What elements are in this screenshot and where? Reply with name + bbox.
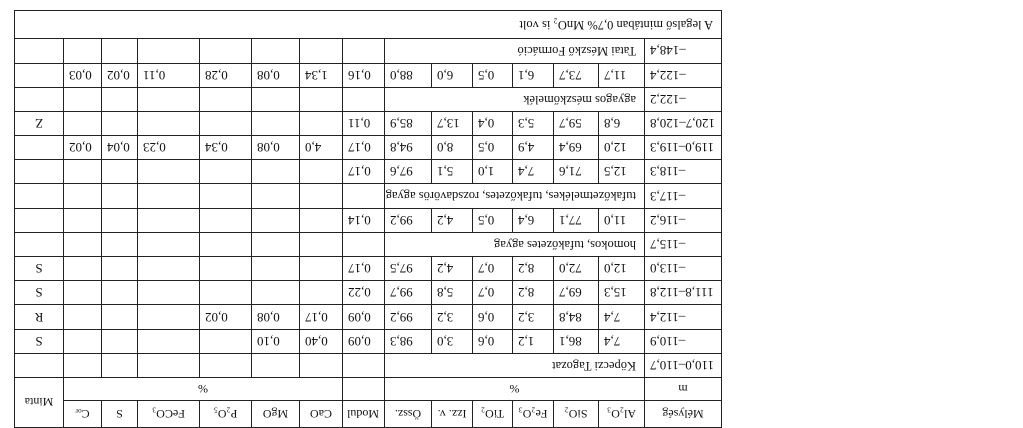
cell-depth: 119,0–119,3 <box>645 136 722 160</box>
cell-fe2o3: 8,2 <box>513 257 554 281</box>
cell-ossz: 98,3 <box>385 329 432 353</box>
cell-al2o3: 12,5 <box>599 160 645 184</box>
cell-sio2: 69,4 <box>554 136 599 160</box>
cell-fe2o3: 7,4 <box>513 160 554 184</box>
cell-tio2: 0,4 <box>473 111 513 135</box>
cell-mgo: 0,08 <box>252 136 300 160</box>
cell-modul <box>343 353 385 377</box>
table-row <box>15 63 722 87</box>
cell-fe2o3: 1,2 <box>513 329 554 353</box>
cell-ossz: 85,9 <box>385 111 432 135</box>
cell-izz: 6,0 <box>432 63 473 87</box>
cell-minta <box>15 87 64 111</box>
table-row <box>15 257 722 281</box>
cell-modul: 0,16 <box>343 63 385 87</box>
cell-p2o5 <box>200 87 252 111</box>
cell-minta: Z <box>15 111 64 135</box>
header-izz: Izz. v. <box>432 401 473 428</box>
cell-feco3 <box>138 111 200 135</box>
cell-depth: –122,4 <box>645 63 722 87</box>
header-row <box>15 401 722 428</box>
cell-cao <box>300 232 343 256</box>
cell-depth: 111,8–112,8 <box>645 281 722 305</box>
cell-tio2: 0,5 <box>473 208 513 232</box>
cell-fe2o3: 3,2 <box>513 305 554 329</box>
cell-p2o5: 0,28 <box>200 63 252 87</box>
cell-s <box>102 281 138 305</box>
cell-cao: 4,0 <box>300 136 343 160</box>
table-row <box>15 87 722 111</box>
cell-s <box>102 208 138 232</box>
cell-mgo: 0,10 <box>252 329 300 353</box>
cell-lithology-note: homokos, tufakőzetes agyag <box>385 232 645 256</box>
cell-feco3 <box>138 87 200 111</box>
table-row <box>15 39 722 63</box>
cell-cao: 0,40 <box>300 329 343 353</box>
cell-minta: S <box>15 281 64 305</box>
cell-cao <box>300 281 343 305</box>
cell-modul: 0,09 <box>343 305 385 329</box>
cell-modul <box>343 232 385 256</box>
cell-p2o5: 0,34 <box>200 136 252 160</box>
unit-modul-empty <box>343 378 385 401</box>
cell-cao <box>300 160 343 184</box>
cell-fe2o3: 4,9 <box>513 136 554 160</box>
cell-modul <box>343 39 385 63</box>
cell-modul: 0,17 <box>343 257 385 281</box>
cell-ossz: 88,0 <box>385 63 432 87</box>
cell-depth: 110,0–110,7 <box>645 353 722 377</box>
header-ossz: Össz. <box>385 401 432 428</box>
cell-sio2: 73,7 <box>554 63 599 87</box>
cell-sio2: 86,1 <box>554 329 599 353</box>
table-row <box>15 353 722 377</box>
cell-depth: –118,3 <box>645 160 722 184</box>
cell-ossz: 94,8 <box>385 136 432 160</box>
cell-modul: 0,14 <box>343 208 385 232</box>
cell-p2o5 <box>200 160 252 184</box>
cell-cao <box>300 87 343 111</box>
cell-s <box>102 184 138 208</box>
cell-mgo <box>252 257 300 281</box>
cell-p2o5 <box>200 329 252 353</box>
cell-minta <box>15 136 64 160</box>
header-sio2: SiO₂ <box>554 401 599 428</box>
cell-modul <box>343 87 385 111</box>
cell-corg <box>64 160 102 184</box>
cell-al2o3: 12,0 <box>599 136 645 160</box>
unit-depth: m <box>645 378 722 401</box>
footnote: A legalső mintában 0,7% MnO₂ is volt <box>15 11 722 39</box>
cell-depth: –110,9 <box>645 329 722 353</box>
cell-s: 0,04 <box>102 136 138 160</box>
cell-s <box>102 232 138 256</box>
cell-cao <box>300 111 343 135</box>
cell-tio2: 0,6 <box>473 305 513 329</box>
cell-mgo <box>252 281 300 305</box>
cell-corg <box>64 329 102 353</box>
cell-al2o3: 7,4 <box>599 329 645 353</box>
cell-cao <box>300 39 343 63</box>
cell-izz: 4,2 <box>432 257 473 281</box>
cell-mgo <box>252 160 300 184</box>
cell-minta <box>15 160 64 184</box>
cell-minta <box>15 353 64 377</box>
cell-al2o3: 11,7 <box>599 63 645 87</box>
cell-minta: S <box>15 329 64 353</box>
cell-modul: 0,17 <box>343 136 385 160</box>
cell-modul: 0,17 <box>343 160 385 184</box>
cell-feco3 <box>138 232 200 256</box>
cell-corg <box>64 39 102 63</box>
cell-izz: 5,1 <box>432 160 473 184</box>
cell-feco3 <box>138 257 200 281</box>
cell-cao: 1,34 <box>300 63 343 87</box>
cell-feco3: 0,23 <box>138 136 200 160</box>
cell-sio2: 72,0 <box>554 257 599 281</box>
cell-cao <box>300 257 343 281</box>
cell-izz: 5,8 <box>432 281 473 305</box>
header-tio2: TiO₂ <box>473 401 513 428</box>
cell-p2o5 <box>200 353 252 377</box>
cell-ossz: 99,2 <box>385 305 432 329</box>
cell-ossz: 99,7 <box>385 281 432 305</box>
chemical-analysis-table <box>14 10 722 428</box>
cell-izz: 4,2 <box>432 208 473 232</box>
header-fe2o3: Fe₂O₃ <box>513 401 554 428</box>
cell-sio2: 77,1 <box>554 208 599 232</box>
cell-minta: R <box>15 305 64 329</box>
cell-corg: 0,02 <box>64 136 102 160</box>
cell-minta <box>15 63 64 87</box>
cell-fe2o3: 6,1 <box>513 63 554 87</box>
cell-feco3 <box>138 208 200 232</box>
header-depth: Mélység <box>645 401 722 428</box>
cell-mgo <box>252 184 300 208</box>
cell-s <box>102 329 138 353</box>
cell-izz: 3,2 <box>432 305 473 329</box>
cell-tio2: 1,0 <box>473 160 513 184</box>
cell-feco3 <box>138 281 200 305</box>
cell-corg <box>64 208 102 232</box>
cell-lithology-note: Köpeczi Tagozat <box>385 353 645 377</box>
cell-sio2: 59,7 <box>554 111 599 135</box>
cell-minta <box>15 184 64 208</box>
cell-feco3: 0,11 <box>138 63 200 87</box>
cell-s <box>102 305 138 329</box>
cell-s <box>102 160 138 184</box>
cell-mgo <box>252 39 300 63</box>
cell-depth: –115,7 <box>645 232 722 256</box>
table-row <box>15 208 722 232</box>
cell-izz: 13,7 <box>432 111 473 135</box>
cell-modul: 0,11 <box>343 111 385 135</box>
cell-modul <box>343 184 385 208</box>
cell-feco3 <box>138 184 200 208</box>
cell-al2o3: 12,0 <box>599 257 645 281</box>
cell-mgo: 0,08 <box>252 305 300 329</box>
table-row <box>15 111 722 135</box>
unit-group-2: % <box>64 378 343 401</box>
cell-minta: S <box>15 257 64 281</box>
cell-corg <box>64 257 102 281</box>
cell-corg <box>64 232 102 256</box>
cell-izz: 8,0 <box>432 136 473 160</box>
cell-tio2: 0,5 <box>473 63 513 87</box>
cell-p2o5 <box>200 39 252 63</box>
cell-corg <box>64 184 102 208</box>
cell-depth: –122,2 <box>645 87 722 111</box>
cell-depth: –117,3 <box>645 184 722 208</box>
table-row <box>15 329 722 353</box>
header-mgo: MgO <box>252 401 300 428</box>
cell-mgo <box>252 208 300 232</box>
header-feco3: FeCO₃ <box>138 401 200 428</box>
cell-corg <box>64 281 102 305</box>
table-row <box>15 136 722 160</box>
cell-ossz: 97,6 <box>385 160 432 184</box>
cell-fe2o3: 6,4 <box>513 208 554 232</box>
cell-p2o5: 0,02 <box>200 305 252 329</box>
cell-mgo <box>252 111 300 135</box>
cell-p2o5 <box>200 232 252 256</box>
cell-mgo <box>252 87 300 111</box>
cell-p2o5 <box>200 184 252 208</box>
cell-ossz: 97,5 <box>385 257 432 281</box>
cell-mgo <box>252 232 300 256</box>
cell-depth: 120,7–120,8 <box>645 111 722 135</box>
header-minta: Minta <box>15 378 64 428</box>
cell-s: 0,02 <box>102 63 138 87</box>
cell-corg: 0,03 <box>64 63 102 87</box>
cell-al2o3: 6,8 <box>599 111 645 135</box>
cell-corg <box>64 87 102 111</box>
cell-sio2: 71,6 <box>554 160 599 184</box>
header-corg: Cₒᵣ <box>64 401 102 428</box>
header-p2o5: P₂O₅ <box>200 401 252 428</box>
header-cao: CaO <box>300 401 343 428</box>
cell-cao <box>300 353 343 377</box>
cell-depth: –113,0 <box>645 257 722 281</box>
cell-tio2: 0,6 <box>473 329 513 353</box>
cell-feco3 <box>138 39 200 63</box>
units-row <box>15 378 722 401</box>
cell-cao <box>300 208 343 232</box>
cell-s <box>102 353 138 377</box>
cell-tio2: 0,7 <box>473 257 513 281</box>
cell-fe2o3: 5,3 <box>513 111 554 135</box>
cell-s <box>102 87 138 111</box>
cell-p2o5 <box>200 208 252 232</box>
cell-depth: –116,2 <box>645 208 722 232</box>
cell-feco3 <box>138 305 200 329</box>
cell-corg <box>64 305 102 329</box>
cell-ossz: 99,2 <box>385 208 432 232</box>
footnote-row <box>15 11 722 39</box>
header-al2o3: Al₂O₃ <box>599 401 645 428</box>
header-s: S <box>102 401 138 428</box>
cell-p2o5 <box>200 281 252 305</box>
table-row <box>15 281 722 305</box>
table-row <box>15 305 722 329</box>
cell-al2o3: 11,0 <box>599 208 645 232</box>
cell-tio2: 0,7 <box>473 281 513 305</box>
table-row <box>15 232 722 256</box>
cell-minta <box>15 39 64 63</box>
cell-sio2: 84,8 <box>554 305 599 329</box>
cell-al2o3: 7,4 <box>599 305 645 329</box>
cell-lithology-note: agyagos mészkőmelék <box>385 87 645 111</box>
cell-s <box>102 111 138 135</box>
cell-p2o5 <box>200 257 252 281</box>
cell-fe2o3: 8,2 <box>513 281 554 305</box>
rotated-table-container <box>15 18 722 428</box>
table-row <box>15 160 722 184</box>
cell-mgo: 0,08 <box>252 63 300 87</box>
cell-al2o3: 15,3 <box>599 281 645 305</box>
cell-corg <box>64 353 102 377</box>
cell-tio2: 0,5 <box>473 136 513 160</box>
header-modul: Modul <box>343 401 385 428</box>
cell-lithology-note: tufakőzetmelékes, tufakőzetes, rozsdavörös agyag <box>385 184 645 208</box>
cell-sio2: 69,7 <box>554 281 599 305</box>
cell-corg <box>64 111 102 135</box>
table-row <box>15 184 722 208</box>
cell-feco3 <box>138 353 200 377</box>
unit-group-1: % <box>385 378 645 401</box>
cell-lithology-note: Tatai Mészkő Formáció <box>385 39 645 63</box>
cell-cao <box>300 184 343 208</box>
cell-mgo <box>252 353 300 377</box>
cell-depth: –112,4 <box>645 305 722 329</box>
cell-s <box>102 39 138 63</box>
cell-izz: 3,0 <box>432 329 473 353</box>
cell-minta <box>15 208 64 232</box>
cell-feco3 <box>138 160 200 184</box>
cell-minta <box>15 232 64 256</box>
cell-s <box>102 257 138 281</box>
cell-depth: –148,4 <box>645 39 722 63</box>
cell-cao: 0,17 <box>300 305 343 329</box>
cell-p2o5 <box>200 111 252 135</box>
cell-modul: 0,22 <box>343 281 385 305</box>
cell-modul: 0,09 <box>343 329 385 353</box>
cell-feco3 <box>138 329 200 353</box>
